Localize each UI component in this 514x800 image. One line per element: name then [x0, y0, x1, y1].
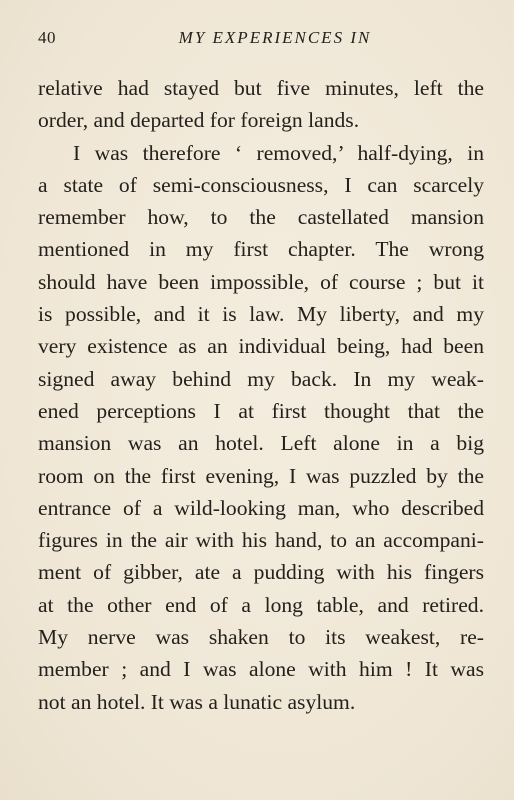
- running-title: MY EXPERIENCES IN: [178, 28, 372, 47]
- text-line: not an hotel. It was a lunatic asylum.: [38, 689, 356, 714]
- text-line: at the other end of a long table, and retired.: [38, 592, 484, 617]
- text-line: very existence as an individual being, had been: [38, 334, 484, 359]
- text-line: My nerve was shaken to its weakest, re-: [38, 625, 484, 650]
- text-line: remember how, to the castellated mansion: [38, 205, 484, 230]
- running-head: [38, 28, 486, 54]
- text-line: should have been impossible, of course ; but it: [38, 269, 484, 294]
- text-line: is possible, and it is law. My liberty, and my: [38, 302, 484, 327]
- page-number: 40: [38, 28, 56, 47]
- text-line: mentioned in my first chapter. The wrong: [38, 237, 484, 262]
- text-line: entrance of a wild-looking man, who described: [38, 495, 484, 520]
- text-line: figures in the air with his hand, to an accompani-: [38, 528, 484, 553]
- text-line: ment of gibber, ate a pudding with his fingers: [38, 560, 484, 585]
- text-line: order, and departed for foreign lands.: [38, 108, 360, 133]
- text-line: member ; and I was alone with him ! It was: [38, 657, 484, 682]
- text-line: relative had stayed but five minutes, left the: [38, 76, 484, 100]
- text-line: mansion was an hotel. Left alone in a big: [38, 431, 484, 456]
- text-line: I was therefore ‘ removed,’ half-dying, in: [73, 140, 484, 165]
- text-line: room on the first evening, I was puzzled by the: [38, 463, 484, 488]
- text-line: a state of semi-consciousness, I can scarcely: [38, 172, 484, 197]
- body-text: [38, 72, 484, 718]
- text-line: ened perceptions I at first thought that the: [38, 398, 484, 423]
- text-line: signed away behind my back. In my weak-: [38, 366, 484, 391]
